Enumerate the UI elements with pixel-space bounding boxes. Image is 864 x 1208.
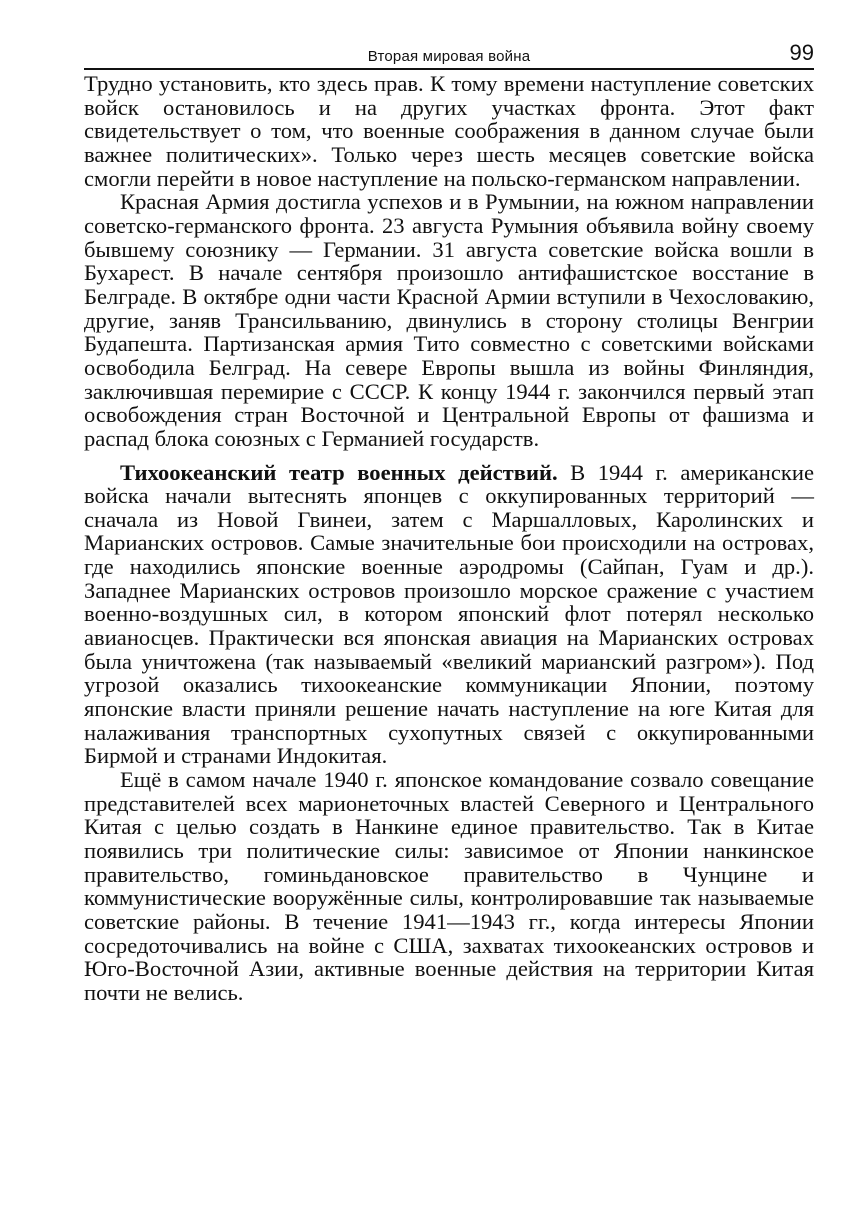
paragraph-text: Ещё в самом начале 1940 г. японское командование созвало совещание представителей всех марионеточных властей Северного и Центрального Китая с целью создать в Нанкине единое правительство. Так в Китае появились три политические силы: зависимое от Японии нанкинское правительство, гоминьдановское правительство в Чунцине и коммунистические вооружённые силы, контролировавшие так называемые советские районы. В течение 1941—1943 гг., когда интересы Японии сосредоточивались на войне с США, захватах тихоокеанских островов и Юго-Восточной Азии, активные военные действия на территории Китая почти не велись. [84, 767, 814, 1005]
running-title: Вторая мировая война [367, 48, 531, 65]
page-header [84, 36, 814, 70]
body-text [84, 72, 814, 1005]
paragraph [84, 768, 814, 1005]
paragraph-text: В 1944 г. американские войска начали вытеснять японцев с оккупированных территорий — сначала из Новой Гвинеи, затем с Маршалловых, Каролинских и Марианских островов. Самые значительные бои происходили на островах, где находились японские военные аэродромы (Сайпан, Гуам и др.). Западнее Марианских островов произошло морское сражение с участием военно-воздушных сил, в котором японский флот потерял несколько авианосцев. Практически вся японская авиация на Марианских островах была уничтожена (так называемый «великий марианский разгром»). Под угрозой оказались тихоокеанские коммуникации Японии, поэтому японские власти приняли решение начать наступление на юге Китая для налаживания транспортных сухопутных связей с оккупированными Бирмой и странами Индокитая. [84, 459, 814, 769]
paragraph [84, 72, 814, 190]
paragraph-text: Красная Армия достигла успехов и в Румынии, на южном направлении советско-германского фронта. 23 августа Румыния объявила войну своему бывшему союзнику — Германии. 31 августа советские войска вошли в Бухарест. В начале сентября произошло антифашистское восстание в Белграде. В октябре одни части Красной Армии вступили в Чехословакию, другие, заняв Трансильванию, двинулись в сторону столицы Венгрии Будапешта. Партизанская армия Тито совместно с советскими войсками освободила Белград. На севере Европы вышла из войны Финляндия, заключившая перемирие с СССР. К концу 1944 г. закончился первый этап освобождения стран Восточной и Центральной Европы от фашизма и распад блока союзных с Германией государств. [84, 189, 814, 451]
section-heading: Тихоокеанский театр военных действий. [120, 459, 558, 485]
paragraph [84, 190, 814, 450]
paragraph-text: Трудно установить, кто здесь прав. К тому времени наступление советских войск остановилось и на других участках фронта. Этот факт свидетельствует о том, что военные соображения в данном случае были важнее политических». Только через шесть месяцев советские войска смогли перейти в новое наступление на польско-германском направлении. [84, 71, 814, 191]
book-page [84, 36, 814, 1005]
page-number: 99 [789, 40, 814, 65]
paragraph [84, 461, 814, 769]
